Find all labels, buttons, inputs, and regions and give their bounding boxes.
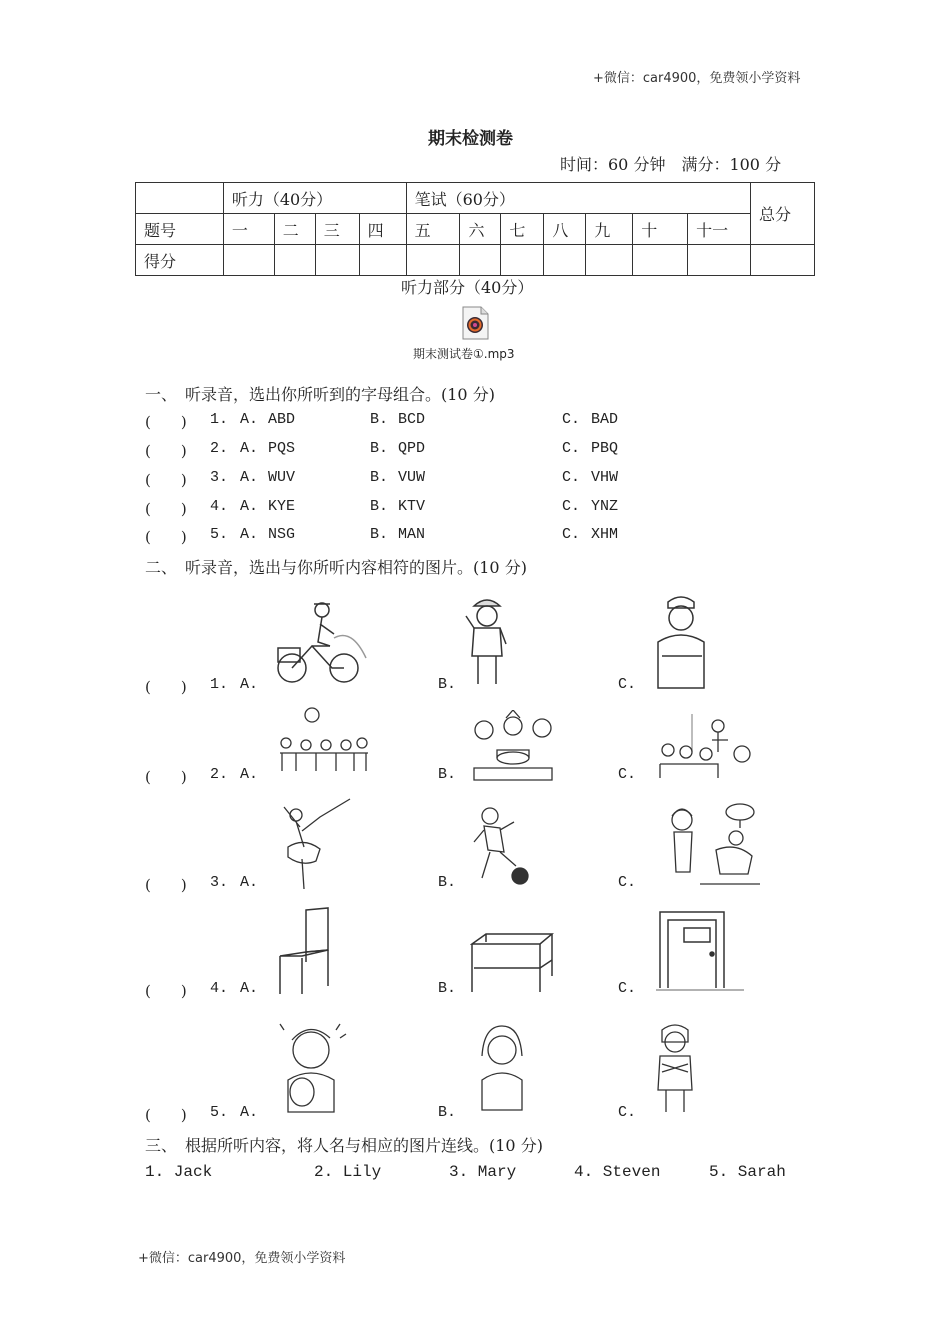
answer-paren[interactable]: ( ) — [145, 1106, 187, 1124]
option-b-label[interactable]: B. — [438, 980, 457, 997]
name-sarah[interactable]: 5. Sarah — [709, 1163, 786, 1181]
col-11: 十一 — [688, 214, 751, 245]
score-cell[interactable] — [359, 245, 406, 276]
option-a-label[interactable]: A. — [240, 980, 259, 997]
option-a[interactable]: KYE — [268, 498, 296, 515]
option-a-label[interactable]: A. — [240, 1104, 259, 1121]
audio-file-name[interactable]: 期末测试卷①.mp3 — [413, 347, 515, 361]
ballet-dancer-picture[interactable] — [280, 797, 354, 891]
question-number: 3. — [210, 874, 229, 891]
option-a-label[interactable]: A. — [240, 874, 259, 891]
option-c-label[interactable]: C. — [618, 980, 637, 997]
option-b-label[interactable]: B. — [438, 874, 457, 891]
option-a-label: A. — [240, 526, 259, 543]
option-b-label: B. — [370, 526, 389, 543]
header-note: +微信：car4900，免费领小学资料 — [593, 71, 801, 86]
option-b-label[interactable]: B. — [438, 1104, 457, 1121]
footer-note: +微信：car4900，免费领小学资料 — [138, 1251, 346, 1266]
chair-picture[interactable] — [272, 906, 334, 996]
option-b[interactable]: QPD — [398, 440, 426, 457]
option-a-label: A. — [240, 440, 259, 457]
option-c[interactable]: PBQ — [591, 440, 619, 457]
option-a[interactable]: NSG — [268, 526, 296, 543]
score-cell[interactable] — [633, 245, 688, 276]
score-cell[interactable] — [315, 245, 359, 276]
answer-paren[interactable]: ( ) — [145, 528, 187, 546]
section3-heading: 三、 根据所听内容，将人名与相应的图片连线。(10 分) — [145, 1136, 543, 1155]
score-cell[interactable] — [501, 245, 544, 276]
total-header: 总分 — [751, 183, 815, 245]
option-c[interactable]: YNZ — [591, 498, 619, 515]
option-b[interactable]: KTV — [398, 498, 426, 515]
option-c-label[interactable]: C. — [618, 676, 637, 693]
page-title: 期末检测卷 — [428, 129, 513, 149]
section2-heading: 二、 听录音，选出与你所听内容相符的图片。(10 分) — [145, 558, 527, 577]
sick-girl-picture[interactable] — [474, 1022, 530, 1112]
hot-boy-picture[interactable] — [274, 1020, 350, 1114]
score-table — [135, 182, 815, 276]
writing-header: 笔试（60分） — [406, 183, 750, 214]
option-c[interactable]: BAD — [591, 411, 619, 428]
option-a-label[interactable]: A. — [240, 766, 259, 783]
option-b-label[interactable]: B. — [438, 766, 457, 783]
option-c-label[interactable]: C. — [618, 766, 637, 783]
birthday-party-picture[interactable] — [466, 710, 560, 782]
doctor-picture[interactable] — [648, 592, 714, 690]
answer-paren[interactable]: ( ) — [145, 471, 187, 489]
option-c-label[interactable]: C. — [618, 1104, 637, 1121]
classroom-picture[interactable] — [658, 712, 758, 780]
option-a-label: A. — [240, 411, 259, 428]
listening-part-heading: 听力部分（40分） — [401, 278, 534, 297]
col-5: 五 — [406, 214, 460, 245]
question-number: 3. — [210, 469, 229, 486]
picnic-group-picture[interactable] — [276, 705, 372, 777]
answer-paren[interactable]: ( ) — [145, 982, 187, 1000]
option-c-label[interactable]: C. — [618, 874, 637, 891]
option-a-label[interactable]: A. — [240, 676, 259, 693]
answer-paren[interactable]: ( ) — [145, 678, 187, 696]
answer-paren[interactable]: ( ) — [145, 876, 187, 894]
name-lily[interactable]: 2. Lily — [314, 1163, 382, 1181]
question-number: 2. — [210, 766, 229, 783]
score-cell[interactable] — [688, 245, 751, 276]
score-cell[interactable] — [223, 245, 274, 276]
table-corner — [136, 183, 224, 214]
option-b[interactable]: VUW — [398, 469, 426, 486]
table-picture[interactable] — [470, 932, 554, 994]
col-10: 十 — [633, 214, 688, 245]
option-b-label: B. — [370, 440, 389, 457]
answer-paren[interactable]: ( ) — [145, 413, 187, 431]
football-player-picture[interactable] — [470, 806, 532, 890]
option-a[interactable]: ABD — [268, 411, 296, 428]
name-steven[interactable]: 4. Steven — [574, 1163, 661, 1181]
audio-file-icon[interactable] — [461, 306, 489, 340]
score-cell[interactable] — [460, 245, 501, 276]
question-number: 5. — [210, 1104, 229, 1121]
cold-person-picture[interactable] — [650, 1020, 700, 1116]
section1-heading: 一、 听录音，选出你所听到的字母组合。(10 分) — [145, 385, 495, 404]
col-6: 六 — [460, 214, 501, 245]
col-9: 九 — [586, 214, 633, 245]
answer-paren[interactable]: ( ) — [145, 500, 187, 518]
time-info: 时间：60 分钟 满分：100 分 — [560, 155, 782, 174]
option-b-label: B. — [370, 498, 389, 515]
answer-paren[interactable]: ( ) — [145, 768, 187, 786]
hairdresser-picture[interactable] — [660, 800, 764, 890]
question-number: 4. — [210, 980, 229, 997]
col-3: 三 — [315, 214, 359, 245]
option-b[interactable]: MAN — [398, 526, 426, 543]
option-a[interactable]: PQS — [268, 440, 296, 457]
option-a-label: A. — [240, 469, 259, 486]
question-number: 2. — [210, 440, 229, 457]
question-number: 1. — [210, 676, 229, 693]
option-c-label: C. — [562, 526, 581, 543]
option-c-label: C. — [562, 469, 581, 486]
col-2: 二 — [274, 214, 315, 245]
postman-bicycle-picture[interactable] — [272, 598, 368, 688]
option-b-label: B. — [370, 469, 389, 486]
col-7: 七 — [501, 214, 544, 245]
option-b-label[interactable]: B. — [438, 676, 457, 693]
question-number: 4. — [210, 498, 229, 515]
question-number: 1. — [210, 411, 229, 428]
answer-paren[interactable]: ( ) — [145, 442, 187, 460]
option-c-label: C. — [562, 498, 581, 515]
score-cell[interactable] — [274, 245, 315, 276]
question-number: 5. — [210, 526, 229, 543]
col-8: 八 — [544, 214, 586, 245]
col-4: 四 — [359, 214, 406, 245]
option-b-label: B. — [370, 411, 389, 428]
score-cell[interactable] — [544, 245, 586, 276]
col-1: 一 — [223, 214, 274, 245]
police-officer-picture[interactable] — [462, 594, 512, 690]
option-c-label: C. — [562, 411, 581, 428]
option-a[interactable]: WUV — [268, 469, 296, 486]
option-c[interactable]: VHW — [591, 469, 619, 486]
name-mary[interactable]: 3. Mary — [449, 1163, 517, 1181]
score-cell[interactable] — [586, 245, 633, 276]
row-number-label: 题号 — [136, 214, 224, 245]
option-c[interactable]: XHM — [591, 526, 619, 543]
row-score-label: 得分 — [136, 245, 224, 276]
option-b[interactable]: BCD — [398, 411, 426, 428]
option-c-label: C. — [562, 440, 581, 457]
door-picture[interactable] — [656, 906, 744, 998]
score-cell[interactable] — [751, 245, 815, 276]
option-a-label: A. — [240, 498, 259, 515]
score-cell[interactable] — [406, 245, 460, 276]
listening-header: 听力（40分） — [223, 183, 406, 214]
name-jack[interactable]: 1. Jack — [145, 1163, 213, 1181]
